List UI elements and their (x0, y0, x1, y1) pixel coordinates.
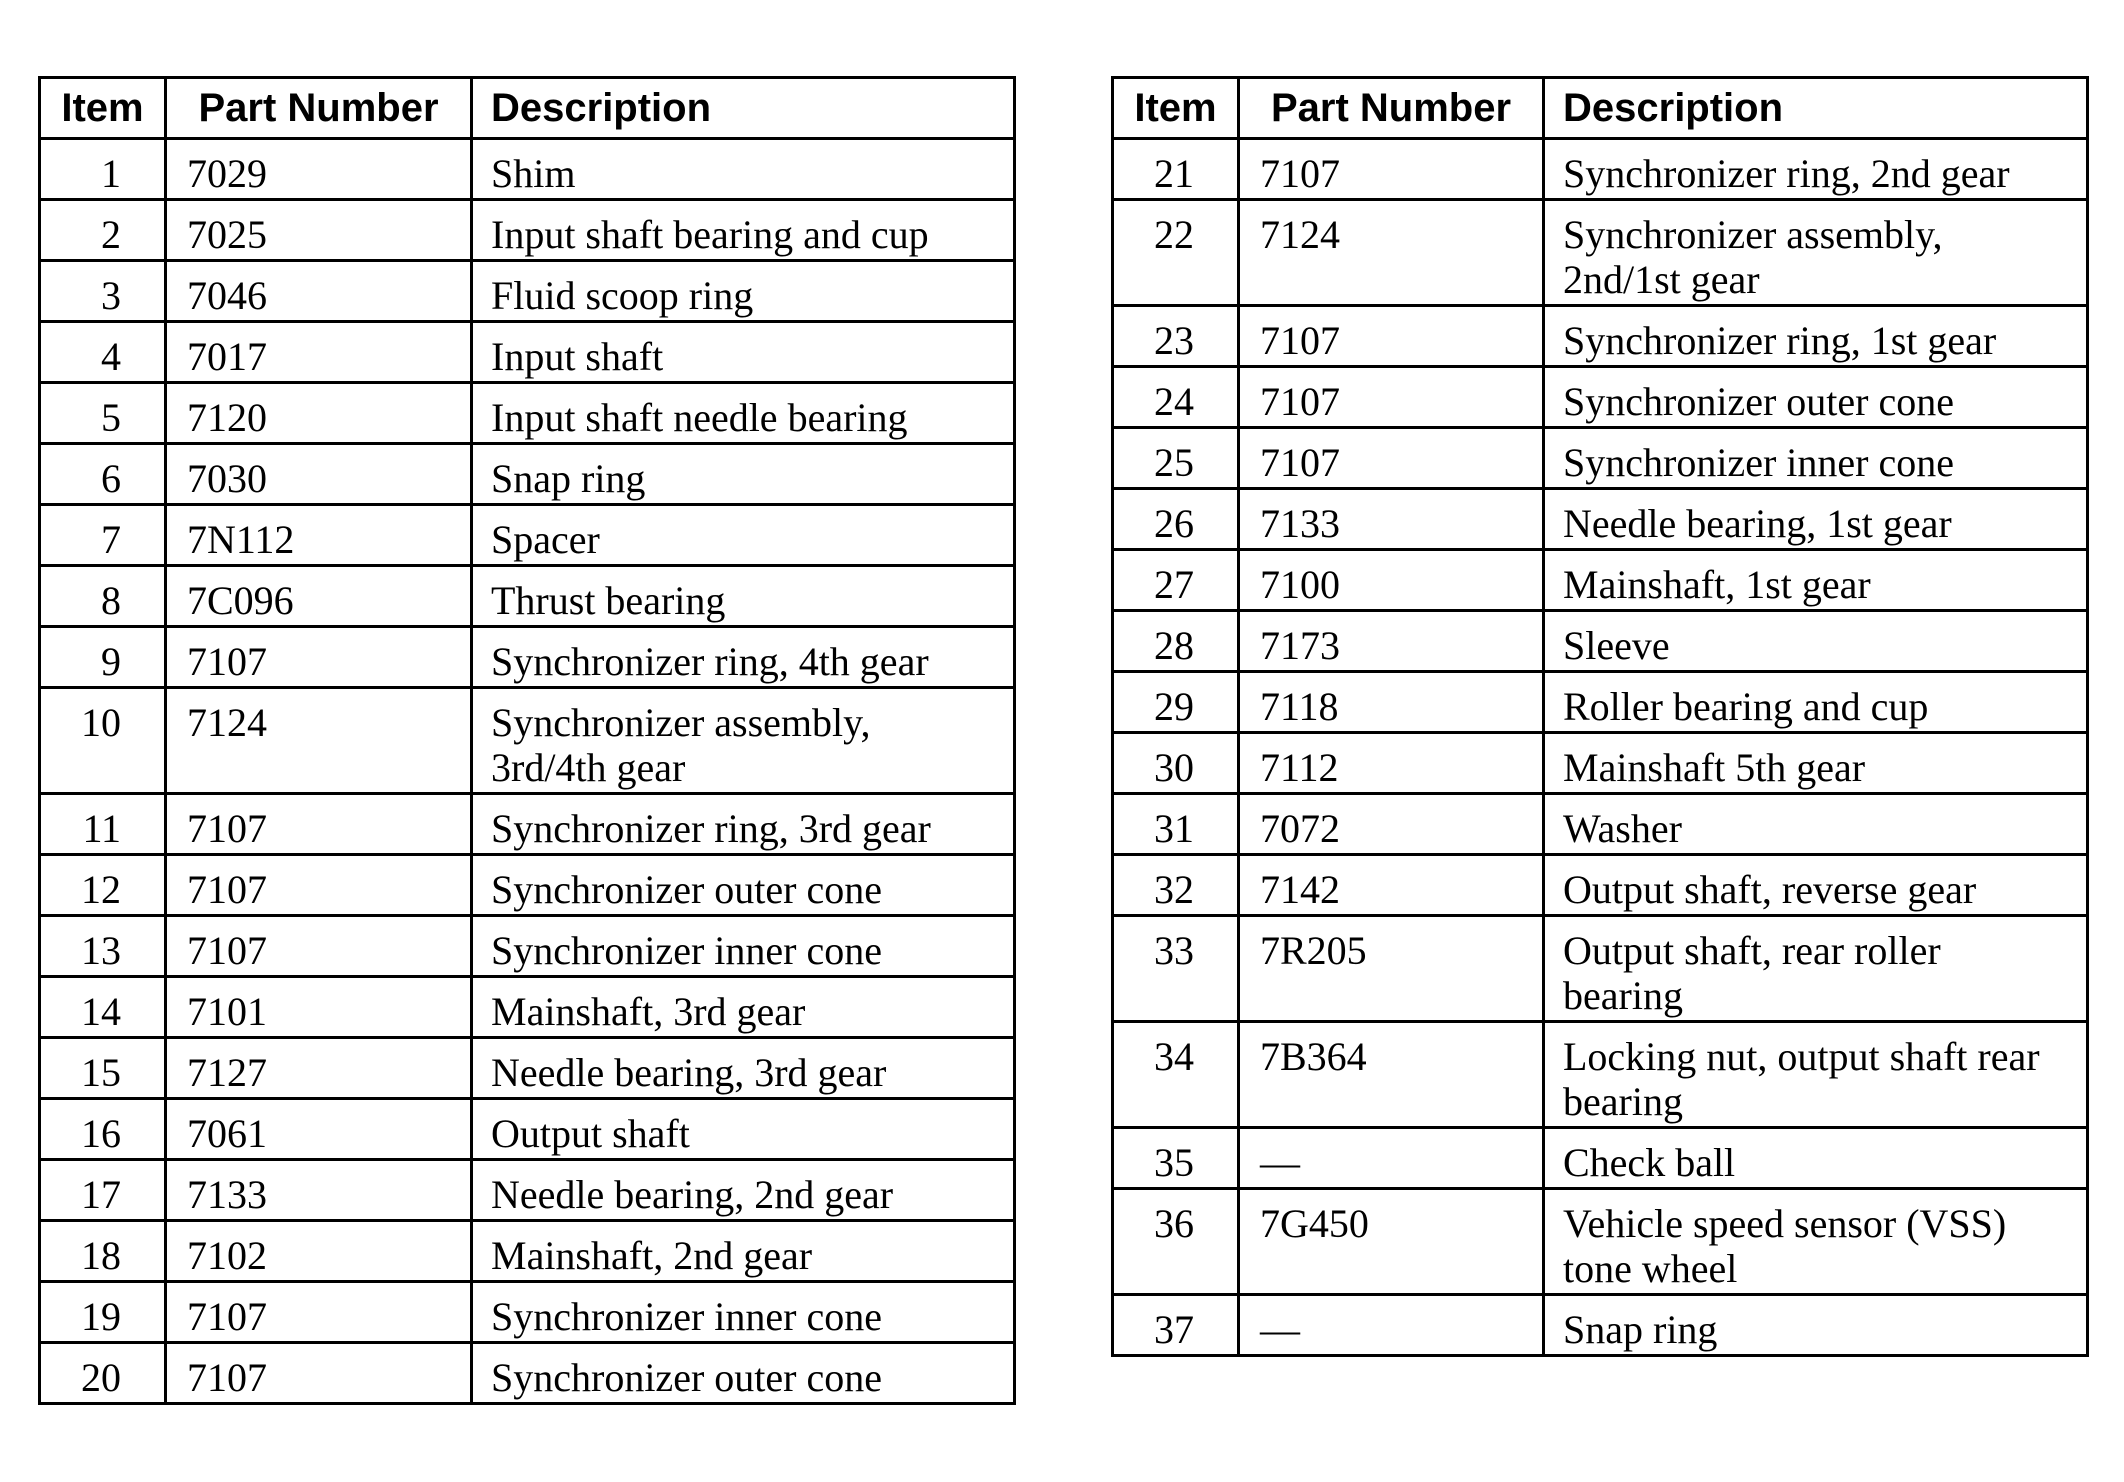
cell-item: 15 (40, 1038, 166, 1099)
cell-part-number: — (1239, 1295, 1544, 1356)
cell-item: 21 (1113, 139, 1239, 200)
cell-part-number: 7C096 (166, 566, 472, 627)
parts-table-right (1111, 76, 2089, 1357)
cell-description: Synchronizer assembly, 2nd/1st gear (1544, 200, 2088, 306)
cell-description: Vehicle speed sensor (VSS) tone wheel (1544, 1189, 2088, 1295)
cell-item: 13 (40, 916, 166, 977)
cell-description: Input shaft bearing and cup (472, 200, 1015, 261)
cell-description: Synchronizer ring, 4th gear (472, 627, 1015, 688)
cell-item: 28 (1113, 611, 1239, 672)
cell-item: 36 (1113, 1189, 1239, 1295)
table-row (1113, 200, 2088, 306)
cell-part-number: 7133 (1239, 489, 1544, 550)
cell-description: Mainshaft, 3rd gear (472, 977, 1015, 1038)
table-row (40, 444, 1015, 505)
cell-item: 1 (40, 139, 166, 200)
table-row (1113, 611, 2088, 672)
table-row (40, 977, 1015, 1038)
cell-part-number: 7R205 (1239, 916, 1544, 1022)
table-row (1113, 139, 2088, 200)
table-header-row (1113, 78, 2088, 139)
cell-item: 18 (40, 1221, 166, 1282)
cell-item: 9 (40, 627, 166, 688)
cell-description: Needle bearing, 3rd gear (472, 1038, 1015, 1099)
cell-description: Snap ring (472, 444, 1015, 505)
cell-part-number: 7025 (166, 200, 472, 261)
cell-part-number: 7107 (166, 916, 472, 977)
column-header-item: Item (40, 78, 166, 139)
table-row (1113, 916, 2088, 1022)
cell-part-number: 7124 (166, 688, 472, 794)
cell-description: Synchronizer ring, 2nd gear (1544, 139, 2088, 200)
cell-part-number: 7102 (166, 1221, 472, 1282)
cell-part-number: 7142 (1239, 855, 1544, 916)
cell-description: Synchronizer ring, 1st gear (1544, 306, 2088, 367)
cell-item: 32 (1113, 855, 1239, 916)
cell-item: 27 (1113, 550, 1239, 611)
cell-part-number: 7107 (1239, 139, 1544, 200)
cell-item: 14 (40, 977, 166, 1038)
cell-part-number: 7030 (166, 444, 472, 505)
cell-part-number: 7B364 (1239, 1022, 1544, 1128)
cell-part-number: 7046 (166, 261, 472, 322)
table-row (40, 139, 1015, 200)
cell-description: Synchronizer outer cone (1544, 367, 2088, 428)
cell-description: Needle bearing, 2nd gear (472, 1160, 1015, 1221)
cell-item: 24 (1113, 367, 1239, 428)
cell-part-number: — (1239, 1128, 1544, 1189)
cell-part-number: 7107 (166, 627, 472, 688)
cell-description: Input shaft needle bearing (472, 383, 1015, 444)
cell-part-number: 7101 (166, 977, 472, 1038)
cell-item: 6 (40, 444, 166, 505)
cell-part-number: 7124 (1239, 200, 1544, 306)
cell-item: 26 (1113, 489, 1239, 550)
cell-description: Synchronizer assembly, 3rd/4th gear (472, 688, 1015, 794)
cell-part-number: 7107 (1239, 306, 1544, 367)
cell-description: Input shaft (472, 322, 1015, 383)
table-row (1113, 550, 2088, 611)
table-row (1113, 1022, 2088, 1128)
table-row (40, 794, 1015, 855)
table-row (1113, 1189, 2088, 1295)
cell-part-number: 7107 (1239, 367, 1544, 428)
cell-part-number: 7133 (166, 1160, 472, 1221)
table-row (1113, 794, 2088, 855)
table-header-row (40, 78, 1015, 139)
cell-part-number: 7017 (166, 322, 472, 383)
cell-description: Synchronizer outer cone (472, 1343, 1015, 1404)
cell-part-number: 7107 (166, 794, 472, 855)
parts-table-left (38, 76, 1016, 1405)
cell-description: Washer (1544, 794, 2088, 855)
cell-description: Synchronizer outer cone (472, 855, 1015, 916)
cell-part-number: 7120 (166, 383, 472, 444)
cell-item: 3 (40, 261, 166, 322)
cell-part-number: 7N112 (166, 505, 472, 566)
cell-item: 8 (40, 566, 166, 627)
cell-part-number: 7107 (166, 1282, 472, 1343)
cell-item: 5 (40, 383, 166, 444)
cell-item: 29 (1113, 672, 1239, 733)
table-row (40, 916, 1015, 977)
table-row (40, 383, 1015, 444)
column-header-item: Item (1113, 78, 1239, 139)
cell-part-number: 7072 (1239, 794, 1544, 855)
table-row (1113, 855, 2088, 916)
table-row (40, 1343, 1015, 1404)
cell-item: 10 (40, 688, 166, 794)
cell-item: 22 (1113, 200, 1239, 306)
cell-description: Mainshaft, 1st gear (1544, 550, 2088, 611)
cell-description: Sleeve (1544, 611, 2088, 672)
cell-description: Check ball (1544, 1128, 2088, 1189)
cell-item: 20 (40, 1343, 166, 1404)
table-row (1113, 428, 2088, 489)
table-row (1113, 1128, 2088, 1189)
column-header-part-number: Part Number (1239, 78, 1544, 139)
table-row (40, 1038, 1015, 1099)
cell-item: 37 (1113, 1295, 1239, 1356)
cell-item: 35 (1113, 1128, 1239, 1189)
cell-description: Synchronizer inner cone (1544, 428, 2088, 489)
cell-description: Synchronizer inner cone (472, 1282, 1015, 1343)
cell-description: Output shaft, rear roller bearing (1544, 916, 2088, 1022)
cell-description: Output shaft, reverse gear (1544, 855, 2088, 916)
cell-part-number: 7061 (166, 1099, 472, 1160)
table-row (1113, 489, 2088, 550)
cell-part-number: 7029 (166, 139, 472, 200)
cell-item: 12 (40, 855, 166, 916)
cell-item: 34 (1113, 1022, 1239, 1128)
cell-description: Output shaft (472, 1099, 1015, 1160)
column-header-description: Description (472, 78, 1015, 139)
cell-item: 17 (40, 1160, 166, 1221)
table-row (40, 200, 1015, 261)
table-row (40, 566, 1015, 627)
cell-description: Snap ring (1544, 1295, 2088, 1356)
cell-item: 4 (40, 322, 166, 383)
cell-description: Mainshaft, 2nd gear (472, 1221, 1015, 1282)
cell-description: Shim (472, 139, 1015, 200)
table-row (1113, 672, 2088, 733)
table-row (1113, 306, 2088, 367)
column-header-description: Description (1544, 78, 2088, 139)
cell-item: 16 (40, 1099, 166, 1160)
table-row (40, 1160, 1015, 1221)
cell-item: 7 (40, 505, 166, 566)
cell-description: Locking nut, output shaft rear bearing (1544, 1022, 2088, 1128)
table-row (40, 627, 1015, 688)
table-row (40, 1221, 1015, 1282)
cell-description: Roller bearing and cup (1544, 672, 2088, 733)
table-row (40, 505, 1015, 566)
cell-part-number: 7G450 (1239, 1189, 1544, 1295)
table-row (40, 1099, 1015, 1160)
cell-item: 11 (40, 794, 166, 855)
cell-description: Thrust bearing (472, 566, 1015, 627)
table-body (40, 139, 1015, 1404)
cell-item: 23 (1113, 306, 1239, 367)
cell-item: 33 (1113, 916, 1239, 1022)
cell-description: Synchronizer inner cone (472, 916, 1015, 977)
cell-description: Needle bearing, 1st gear (1544, 489, 2088, 550)
cell-part-number: 7107 (1239, 428, 1544, 489)
table-row (40, 322, 1015, 383)
table-row (1113, 367, 2088, 428)
table-row (40, 1282, 1015, 1343)
cell-item: 19 (40, 1282, 166, 1343)
table-row (40, 855, 1015, 916)
table-row (40, 261, 1015, 322)
cell-part-number: 7107 (166, 855, 472, 916)
cell-part-number: 7118 (1239, 672, 1544, 733)
cell-part-number: 7173 (1239, 611, 1544, 672)
column-header-part-number: Part Number (166, 78, 472, 139)
cell-description: Mainshaft 5th gear (1544, 733, 2088, 794)
table-row (40, 688, 1015, 794)
table-body (1113, 139, 2088, 1356)
cell-part-number: 7127 (166, 1038, 472, 1099)
cell-item: 25 (1113, 428, 1239, 489)
cell-description: Fluid scoop ring (472, 261, 1015, 322)
table-row (1113, 733, 2088, 794)
cell-part-number: 7100 (1239, 550, 1544, 611)
cell-item: 2 (40, 200, 166, 261)
cell-part-number: 7107 (166, 1343, 472, 1404)
cell-item: 30 (1113, 733, 1239, 794)
cell-part-number: 7112 (1239, 733, 1544, 794)
cell-description: Spacer (472, 505, 1015, 566)
cell-description: Synchronizer ring, 3rd gear (472, 794, 1015, 855)
table-row (1113, 1295, 2088, 1356)
cell-item: 31 (1113, 794, 1239, 855)
